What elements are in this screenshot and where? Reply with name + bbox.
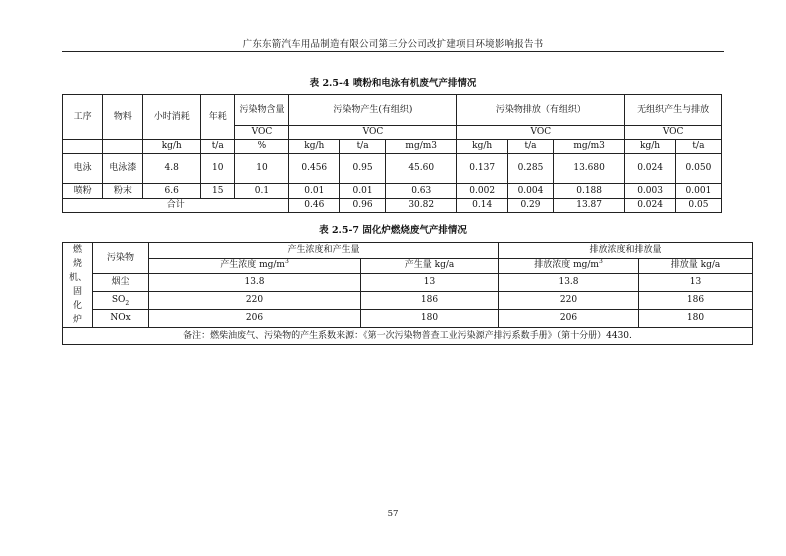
header-material: 物料	[103, 95, 143, 140]
value-cell: 10	[200, 154, 234, 184]
header-fugitive: 无组织产生与排放	[625, 95, 722, 126]
empty-cell	[63, 140, 103, 154]
combustion-emission-table	[62, 242, 753, 345]
total-cell: 0.14	[457, 199, 508, 213]
header-hourly: 小时消耗	[143, 95, 200, 140]
header-voc: VOC	[625, 126, 722, 140]
value-cell: 220	[499, 292, 639, 310]
header-process: 工序	[63, 95, 103, 140]
value-cell: 0.024	[625, 154, 676, 184]
unit-cell: t/a	[675, 140, 721, 154]
report-header: 广东东箭汽车用品制造有限公司第三分公司改扩建项目环境影响报告书	[242, 39, 544, 50]
total-row	[63, 199, 722, 213]
table-row	[63, 184, 722, 199]
header-emitted: 污染物排放（有组织）	[457, 95, 625, 126]
value-cell: 0.01	[340, 184, 386, 199]
header-content: 污染物含量	[235, 95, 289, 126]
unit-cell: mg/m3	[386, 140, 457, 154]
value-cell: 0.188	[553, 184, 624, 199]
value-cell: 13	[639, 274, 753, 292]
header-produced: 污染物产生(有组织)	[289, 95, 457, 126]
header-voc: VOC	[235, 126, 289, 140]
unit-cell: kg/h	[143, 140, 200, 154]
table-row	[63, 310, 753, 328]
header-emitted-group: 排放浓度和排放量	[499, 243, 753, 259]
value-cell: 180	[639, 310, 753, 328]
row-material: 粉末	[103, 184, 143, 199]
value-cell: 180	[361, 310, 499, 328]
value-cell: 13	[361, 274, 499, 292]
value-cell: 13.680	[553, 154, 624, 184]
header-emit-conc: 排放浓度 $mg/m^3$	[499, 258, 639, 274]
unit-cell: kg/h	[289, 140, 340, 154]
pollutant-name: $SO_2$	[93, 292, 149, 310]
unit-cell: t/a	[507, 140, 553, 154]
empty-cell	[103, 140, 143, 154]
header-voc: VOC	[289, 126, 457, 140]
value-cell: 0.003	[625, 184, 676, 199]
voc-emission-table	[62, 94, 722, 213]
value-cell: 0.050	[675, 154, 721, 184]
total-cell: 0.46	[289, 199, 340, 213]
pollutant-name: NOx	[93, 310, 149, 328]
unit-cell: kg/h	[625, 140, 676, 154]
value-cell: 13.8	[499, 274, 639, 292]
row-process: 电泳	[63, 154, 103, 184]
value-cell: 0.01	[289, 184, 340, 199]
table2-caption: 表 2.5-7 固化炉燃烧废气产排情况	[319, 225, 467, 236]
value-cell: 0.004	[507, 184, 553, 199]
unit-cell: kg/h	[457, 140, 508, 154]
total-cell: 13.87	[553, 199, 624, 213]
total-cell: 0.05	[675, 199, 721, 213]
value-cell: 220	[149, 292, 361, 310]
value-cell: 206	[149, 310, 361, 328]
value-cell: 0.001	[675, 184, 721, 199]
header-emit-amount: 排放量 kg/a	[639, 258, 753, 274]
value-cell: 0.1	[235, 184, 289, 199]
value-cell: 186	[361, 292, 499, 310]
value-cell: 0.456	[289, 154, 340, 184]
value-cell: 45.60	[386, 154, 457, 184]
header-voc: VOC	[457, 126, 625, 140]
header-source: 燃烧机、固化炉	[63, 243, 93, 328]
total-cell: 30.82	[386, 199, 457, 213]
value-cell: 0.95	[340, 154, 386, 184]
value-cell: 10	[235, 154, 289, 184]
table-row	[63, 154, 722, 184]
unit-cell: t/a	[200, 140, 234, 154]
header-annual: 年耗	[200, 95, 234, 140]
value-cell: 13.8	[149, 274, 361, 292]
value-cell: 15	[200, 184, 234, 199]
table-row	[63, 292, 753, 310]
value-cell: 6.6	[143, 184, 200, 199]
total-label: 合计	[63, 199, 289, 213]
total-cell: 0.96	[340, 199, 386, 213]
header-produced-group: 产生浓度和产生量	[149, 243, 499, 259]
total-cell: 0.024	[625, 199, 676, 213]
pollutant-name: 烟尘	[93, 274, 149, 292]
value-cell: 0.137	[457, 154, 508, 184]
table-row	[63, 274, 753, 292]
unit-cell: mg/m3	[553, 140, 624, 154]
page-number: 57	[387, 509, 399, 519]
total-cell: 0.29	[507, 199, 553, 213]
unit-cell: t/a	[340, 140, 386, 154]
value-cell: 0.285	[507, 154, 553, 184]
unit-cell: %	[235, 140, 289, 154]
row-material: 电泳漆	[103, 154, 143, 184]
value-cell: 206	[499, 310, 639, 328]
header-prod-conc: 产生浓度 $mg/m^3$	[149, 258, 361, 274]
header-rule	[62, 51, 724, 52]
value-cell: 0.63	[386, 184, 457, 199]
header-pollutant: 污染物	[93, 243, 149, 274]
value-cell: 4.8	[143, 154, 200, 184]
value-cell: 186	[639, 292, 753, 310]
table-note: 备注：燃柴油废气、污染物的产生系数来源：《第一次污染物普查工业污染源产排污系数手册》（第十分册）4430.	[63, 328, 753, 345]
header-prod-amount: 产生量 kg/a	[361, 258, 499, 274]
table1-caption: 表 2.5-4 喷粉和电泳有机废气产排情况	[309, 78, 477, 89]
row-process: 喷粉	[63, 184, 103, 199]
value-cell: 0.002	[457, 184, 508, 199]
